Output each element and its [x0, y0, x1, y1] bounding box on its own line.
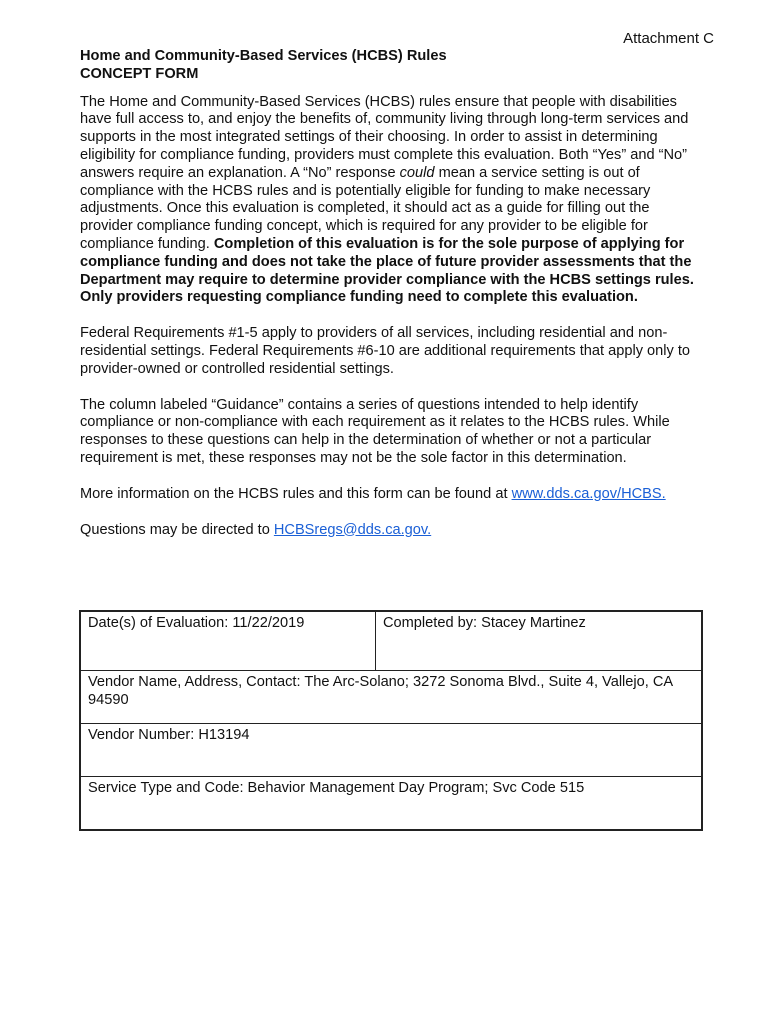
document-title — [80, 48, 696, 84]
document-body — [80, 48, 696, 539]
table-row — [80, 671, 702, 724]
service-type-cell: Service Type and Code: Behavior Management Day Program; Svc Code 515 — [80, 777, 702, 831]
intro-text-b: mean a service setting is out of compliance with the HCBS rules and is potentially eligible for funding to make necessary adjustments. Once this evaluation is completed, it should act as a guide for filling out the provider compliance funding concept, which is required for any provider to be eligible for compliance funding. — [80, 164, 651, 252]
completed-by-cell: Completed by: Stacey Martinez — [376, 611, 703, 671]
table-row — [80, 724, 702, 777]
intro-bold-text: Completion of this evaluation is for the sole purpose of applying for compliance funding and does not take the place of future provider assessments that the Department may require to determine provider compliance with the HCBS settings rules. Only providers requesting compliance funding need to complete this evaluation. — [80, 235, 694, 306]
intro-paragraph — [80, 94, 696, 308]
questions-text: Questions may be directed to — [80, 521, 274, 538]
more-info-paragraph — [80, 486, 696, 504]
title-line-1: Home and Community-Based Services (HCBS) Rules — [80, 48, 447, 64]
evaluation-info-table — [79, 610, 703, 831]
table-row — [80, 611, 702, 671]
vendor-number-cell: Vendor Number: H13194 — [80, 724, 702, 777]
intro-italic: could — [399, 164, 435, 181]
federal-paragraph: Federal Requirements #1-5 apply to providers of all services, including residential and non-residential settings. Federal Requirements #6-10 are additional requirements that apply only to provider-owned or controlled residential settings. — [80, 325, 691, 377]
evaluation-date-cell: Date(s) of Evaluation: 11/22/2019 — [80, 611, 376, 671]
table-row — [80, 777, 702, 831]
more-info-text: More information on the HCBS rules and this form can be found at — [80, 485, 512, 502]
intro-text-a: The Home and Community-Based Services (HCBS) rules ensure that people with disabilities have full access to, and enjoy the benefits of, community living through long-term services and supports in the most integrated settings of their choosing. In order to assist in determining eligibility for compliance funding, providers must complete this evaluation. Both “Yes” and “No” answers require an explanation. A “No” response — [80, 93, 689, 181]
hcbs-website-link[interactable]: www.dds.ca.gov/HCBS. — [511, 485, 666, 502]
questions-paragraph — [80, 522, 696, 540]
title-line-2: CONCEPT FORM — [80, 65, 199, 82]
guidance-paragraph: The column labeled “Guidance” contains a series of questions intended to help identify compliance or non-compliance with each requirement as it relates to the HCBS rules. While responses to these questions can help in the determination of whether or not a particular requirement is met, these responses may not be the sole factor in this determination. — [80, 396, 670, 466]
vendor-info-cell: Vendor Name, Address, Contact: The Arc-Solano; 3272 Sonoma Blvd., Suite 4, Vallejo, CA 94590 — [80, 671, 702, 724]
attachment-label: Attachment C — [623, 30, 714, 47]
hcbs-email-link[interactable]: HCBSregs@dds.ca.gov. — [273, 521, 432, 538]
